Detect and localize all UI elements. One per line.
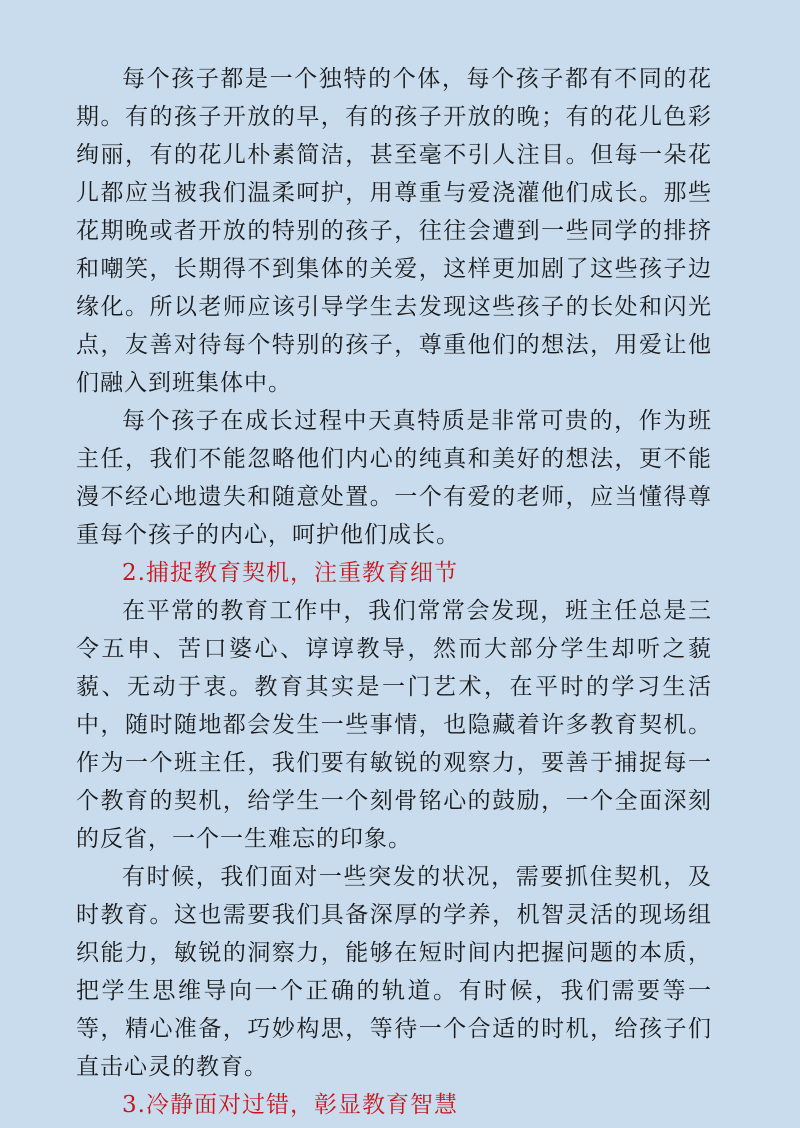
paragraph-2: 每个孩子在成长过程中天真特质是非常可贵的，作为班主任，我们不能忽略他们内心的纯真和美好的想法，更不能漫不经心地遗失和随意处置。一个有爱的老师，应当懂得尊重每个孩子的内心，呵护他们成长。 [76,408,712,548]
section-heading-2: 2.捕捉教育契机，注重教育细节 [122,560,458,586]
paragraph-4: 有时候，我们面对一些突发的状况，需要抓住契机，及时教育。这也需要我们具备深厚的学养，机智灵活的现场组织能力，敏锐的洞察力，能够在短时间内把握问题的本质，把学生思维导向一个正确的轨道。有时候，我们需要等一等，精心准备，巧妙构思，等待一个合适的时机，给孩子们直击心灵的教育。 [76,864,712,1080]
paragraph-3: 在平常的教育工作中，我们常常会发现，班主任总是三令五申、苦口婆心、谆谆教导，然而大部分学生却听之藐藐、无动于衷。教育其实是一门艺术，在平时的学习生活中，随时随地都会发生一些事情，也隐藏着许多教育契机。作为一个班主任，我们要有敏锐的观察力，要善于捕捉每一个教育的契机，给学生一个刻骨铭心的鼓励，一个全面深刻的反省，一个一生难忘的印象。 [76,598,712,852]
paragraph-1: 每个孩子都是一个独特的个体，每个孩子都有不同的花期。有的孩子开放的早，有的孩子开放的晚；有的花儿色彩绚丽，有的花儿朴素简洁，甚至毫不引人注目。但每一朵花儿都应当被我们温柔呵护，用尊重与爱浇灌他们成长。那些花期晚或者开放的特别的孩子，往往会遭到一些同学的排挤和嘲笑，长期得不到集体的关爱，这样更加剧了这些孩子边缘化。所以老师应该引导学生去发现这些孩子的长处和闪光点，友善对待每个特别的孩子，尊重他们的想法，用爱让他们融入到班集体中。 [76,66,712,396]
section-heading-3: 3.冷静面对过错，彰显教育智慧 [122,1092,458,1118]
